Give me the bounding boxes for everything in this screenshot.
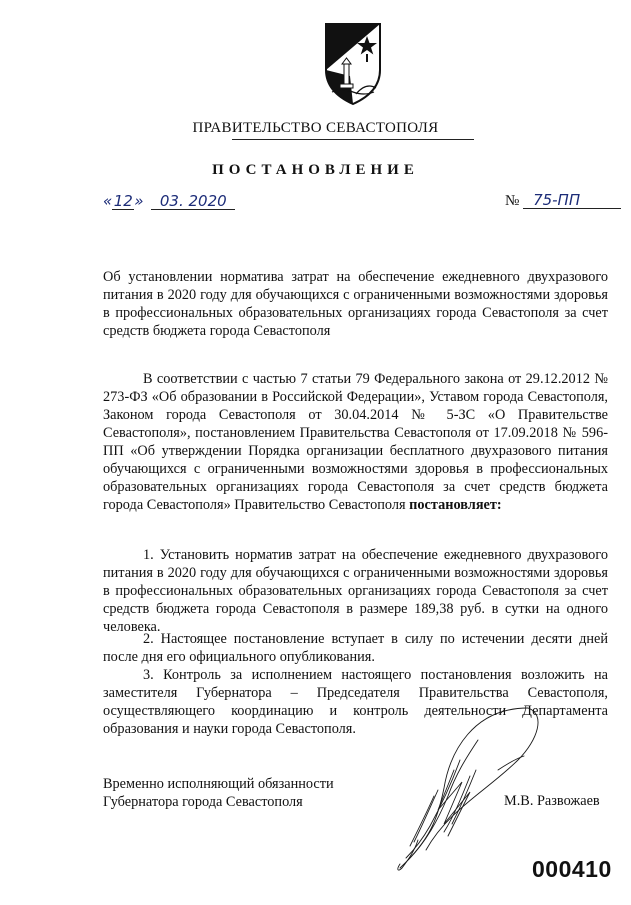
date-day: 12 [113, 192, 133, 210]
date-month-year: 03. 2020 [151, 193, 235, 210]
list-item: 2. Настоящее постановление вступает в силу по истечении десяти дней после дня его официального опубликования. [103, 631, 608, 665]
position-line: Губернатора города Севастополя [103, 794, 303, 810]
serial-number: 000410 [532, 856, 612, 882]
signatory-position [103, 775, 334, 811]
number-sign: № [505, 193, 520, 209]
list-item: 3. Контроль за исполнением настоящего постановления возложить на заместителя Губернатора – Председателя Правительства Севастополя, осуществляющего координацию и контроль деятельности Департамента образования и науки города Севастополя. [103, 667, 608, 737]
document-date [103, 192, 235, 211]
preamble-verb: постановляет: [409, 497, 502, 513]
list-item: 1. Установить норматив затрат на обеспечение ежедневного двухразового питания в 2020 году для обучающихся с ограниченными возможностями здоровья в профессиональных образовательных организациях города Севастополя за счет средств бюджета города Севастополя в размере 189,38 руб. в сутки на одного человека. [103, 547, 608, 635]
date-quote-close: » [134, 192, 144, 210]
number-value: 75-ПП [523, 192, 621, 209]
preamble-text: В соответствии с частью 7 статьи 79 Федерального закона от 29.12.2012 № 273-ФЗ «Об образовании в Российской Федерации», Уставом города Севастополя, Законом города Севастополя от 30.04.2014 № 5-ЗС «О Правительстве Севастополя», постановлением Правительства Севастополя от 17.09.2018 № 596-ПП «Об утверждении Порядка организации бесплатного двухразового питания обучающихся с ограниченными возможностями здоровья в профессиональных образовательных организациях города Севастополя за счет средств бюджета города Севастополя» Правительство Севастополя [103, 371, 608, 513]
title-underline [232, 139, 474, 140]
date-quote-open: « [103, 192, 113, 210]
preamble [103, 370, 608, 514]
handwritten-signature [378, 700, 563, 880]
coat-of-arms-icon [320, 18, 386, 106]
document-subject: Об установлении норматива затрат на обеспечение ежедневного двухразового питания в 2020 году для обучающихся с ограниченными возможностями здоровья в профессиональных образовательных организациях города Севастополя за счет средств бюджета города Севастополя [103, 269, 608, 339]
government-title: ПРАВИТЕЛЬСТВО СЕВАСТОПОЛЯ [192, 120, 439, 136]
document-number [505, 192, 621, 210]
document-type: ПОСТАНОВЛЕНИЕ [212, 162, 419, 178]
position-line: Временно исполняющий обязанности [103, 776, 334, 792]
signatory-name: М.В. Развожаев [504, 793, 600, 809]
